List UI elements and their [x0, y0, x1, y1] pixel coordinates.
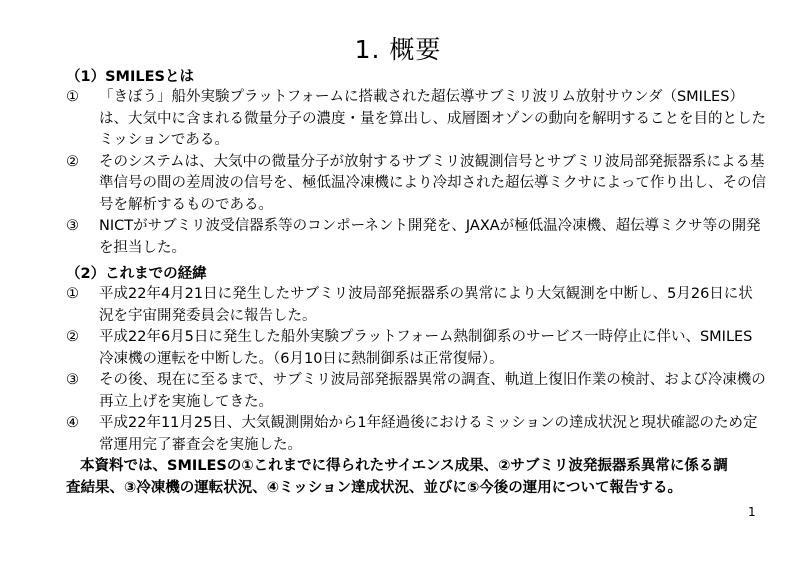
- item-number: ①: [66, 89, 79, 105]
- section-heading: （2）これまでの経緯: [66, 266, 207, 282]
- item-number: ①: [66, 286, 79, 302]
- list-item: [66, 284, 766, 327]
- list-item: [66, 87, 766, 152]
- item-number: ③: [66, 218, 79, 234]
- summary-paragraph: 本資料では、SMILESの①これまでに得られたサイエンス成果、②サブミリ波発振器系異常に係る調査結果、③冷凍機の運転状況、④ミッション達成状況、並びに⑤今後の運用について報告する。: [66, 458, 728, 496]
- list-item: [66, 370, 766, 413]
- item-text: 平成22年6月5日に発生した船外実験プラットフォーム熱制御系のサービス一時停止に伴い、SMILES冷凍機の運転を中断した。（6月10日に熱制御系は正常復帰）。: [99, 329, 753, 367]
- section-smiles-overview: [66, 67, 766, 259]
- item-number: ④: [66, 415, 79, 431]
- list-item: [66, 152, 766, 217]
- item-text: そのシステムは、大気中の微量分子が放射するサブミリ波観測信号とサブミリ波局部発振器系による基準信号の間の差周波の信号を、極低温冷凍機により冷却された超伝導ミクサによって作り出し、その信号を解析するものである。: [99, 153, 766, 213]
- item-text: 平成22年4月21日に発生したサブミリ波局部発振器系の異常により大気観測を中断し、5月26日に状況を宇宙開発委員会に報告した。: [99, 286, 753, 324]
- list-item: [66, 327, 766, 370]
- page-number: 1: [748, 505, 756, 519]
- item-text: NICTがサブミリ波受信器系等のコンポーネント開発を、JAXAが極低温冷凍機、超伝導ミクサ等の開発を担当した。: [99, 218, 761, 256]
- item-number: ②: [66, 153, 79, 170]
- item-text: 「きぼう」船外実験プラットフォームに搭載された超伝導サブミリ波リム放射サウンダ（SMILES）は、大気中に含まれる微量分子の濃度・量を算出し、成層圏オゾンの動向を解明することを目的としたミッションである。: [99, 89, 766, 148]
- list-item: [66, 413, 766, 456]
- item-text: その後、現在に至るまで、サブミリ波局部発振器異常の調査、軌道上復旧作業の検討、および冷凍機の再立上げを実施してきた。: [99, 372, 766, 410]
- item-number: ③: [66, 372, 79, 388]
- item-number: ②: [66, 329, 79, 345]
- list-item: [66, 216, 766, 259]
- section-heading: （1）SMILESとは: [66, 69, 194, 85]
- page-title: 1. 概要: [354, 35, 442, 64]
- section-history: [66, 264, 766, 456]
- item-text: 平成22年11月25日、大気観測開始から1年経過後におけるミッションの達成状況と現状確認のため定常運用完了審査会を実施した。: [99, 415, 758, 453]
